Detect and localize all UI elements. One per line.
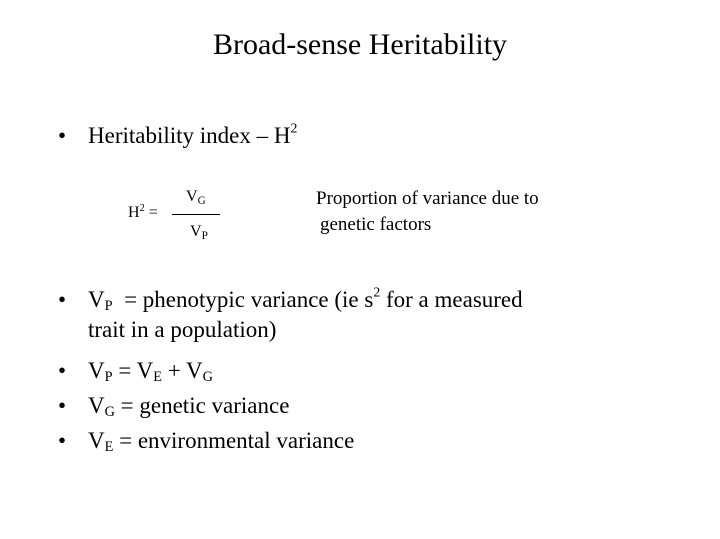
superscript: 2 (290, 120, 298, 136)
variable-v: V (88, 428, 105, 453)
subscript: G (202, 368, 213, 385)
formula-lhs (128, 204, 158, 222)
denominator-subscript: P (201, 229, 208, 242)
bullet-marker: • (58, 123, 67, 148)
formula-denominator (190, 223, 208, 241)
formula-caption (316, 186, 539, 238)
variable-v: V (88, 393, 105, 418)
subscript: E (104, 438, 114, 455)
denominator-base: V (190, 223, 202, 240)
caption-line-2: genetic factors (320, 214, 432, 235)
bullet-marker: • (58, 393, 67, 418)
bullet-text: = genetic variance (114, 393, 290, 418)
variable-v: V (88, 358, 105, 383)
subscript: P (104, 297, 113, 314)
variable-v: V (88, 287, 105, 312)
bullet-marker: • (58, 428, 67, 453)
superscript: 2 (373, 284, 381, 300)
bullet-marker: • (58, 358, 67, 383)
bullet-heritability-index (58, 121, 297, 151)
fraction-bar (172, 214, 220, 215)
variable-v: V (136, 358, 154, 383)
formula-h-superscript: 2 (139, 202, 145, 214)
plus: + (161, 358, 187, 383)
formula-equals: = (144, 204, 158, 221)
slide-title: Broad-sense Heritability (212, 28, 508, 61)
subscript: G (104, 403, 115, 420)
bullet-text-cont: for a measured (380, 287, 523, 312)
bullet-text: = phenotypic variance (ie s (112, 287, 374, 312)
bullet-environmental-variance (58, 426, 354, 456)
numerator-base: V (186, 188, 198, 205)
variable-v: V (186, 358, 203, 383)
bullet-marker: • (58, 287, 67, 312)
formula-h: H (128, 204, 140, 221)
caption-line-1: Proportion of variance due to (316, 188, 539, 209)
formula-numerator (186, 188, 206, 206)
bullet-text: Heritability index – H (88, 123, 291, 148)
subscript: E (153, 368, 162, 385)
bullet-variance-equation (58, 356, 213, 386)
bullet-text-line-2: trait in a population) (88, 317, 277, 342)
bullet-genetic-variance (58, 391, 289, 421)
bullet-text: = environmental variance (113, 428, 355, 453)
bullet-phenotypic-variance (58, 285, 523, 345)
subscript: P (104, 368, 113, 385)
equals: = (112, 358, 137, 383)
numerator-subscript: G (197, 194, 206, 207)
